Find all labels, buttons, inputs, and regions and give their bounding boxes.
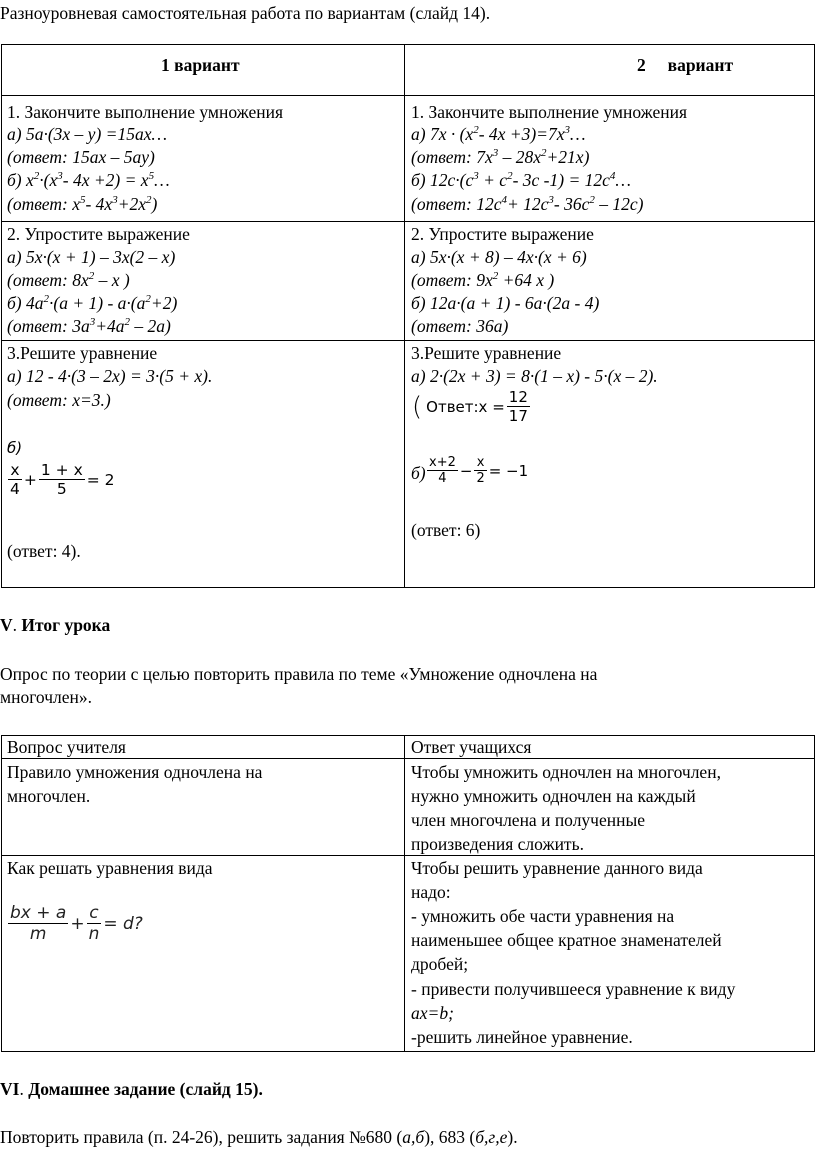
v1-task3-title: 3.Решите уравнение xyxy=(7,343,158,363)
v1-task2-title: 2. Упростите выражение xyxy=(7,224,190,244)
row1-question-line2: многочлен. xyxy=(7,786,91,806)
v2-task1b-answer: (ответ: $12c^4+ 12c^3-$ $36c^2 - 12c$) xyxy=(411,194,644,214)
v1-task1a: а) 5a·(3x – y) =15ax… xyxy=(7,124,168,144)
row2-question-formula: $\frac{bx + a}{m}$ + $\frac{c}{n}$ = d? xyxy=(10,903,143,944)
row2-answer-line8: -решить линейное уравнение. xyxy=(411,1027,633,1047)
intro-line: Разноуровневая самостоятельная работа по вариантам (слайд 14). xyxy=(0,3,491,23)
v2-task1a: а) $7x \cdot (x^2-$ $4x +3)=7x^3\dots$ xyxy=(411,124,586,144)
row1-answer-line3: член многочлена и полученные xyxy=(411,810,646,830)
v1-task1b-answer: (ответ: $x^5-$ $4x^3+2x^2$) xyxy=(7,194,158,214)
row1-answer-line4: произведения сложить. xyxy=(411,834,584,854)
survey-line-1: Опрос по теории с целью повторить правила по теме «Умножение одночлена на xyxy=(0,664,598,684)
header-student-answer: Ответ учащихся xyxy=(411,737,532,757)
v2-task3b-label: б) xyxy=(411,463,426,483)
row2-question-line1: Как решать уравнения вида xyxy=(7,858,213,878)
row2-answer-line2: надо: xyxy=(411,882,451,902)
v1-task2b: б) $4a^2\cdot(a + 1) - a\cdot(a^2+2)$ xyxy=(7,293,178,313)
v2-task2b: б) 12a·(a + 1) - 6a·(2a - 4) xyxy=(411,293,600,313)
row1-answer-line2: нужно умножить одночлен на каждый xyxy=(411,786,696,806)
row2-answer-line3: - умножить обе части уравнения на xyxy=(411,906,675,926)
v2-task1a-answer: (ответ: $7x^3 - 28x^2+21x$) xyxy=(411,147,590,167)
v1-task3a-answer: (ответ: x=3.) xyxy=(7,390,111,410)
v2-task3b-equation: $\frac{x+2}{4}$ − $\frac{x}{2}$ = −1 xyxy=(429,455,529,486)
header-variant-1: 1 вариант xyxy=(161,55,240,75)
row1-answer-line1: Чтобы умножить одночлен на многочлен, xyxy=(411,762,721,782)
v1-task1b: б) $x^2\cdot(x^3-$ $4x +2) = x^5\dots$ xyxy=(7,170,170,190)
section-v-heading: V. Итог урока xyxy=(0,615,111,635)
v2-task3b-answer: (ответ: 6) xyxy=(411,520,481,540)
v1-task2a-answer: (ответ: $8x^2$ – x ) xyxy=(7,270,130,290)
v1-task1-title: 1. Закончите выполнение умножения xyxy=(7,102,284,122)
v2-task2-title: 2. Упростите выражение xyxy=(411,224,594,244)
v1-task3b-answer: (ответ: 4). xyxy=(7,541,81,561)
v1-task3b-equation: $\frac{x}{4}$ + $\frac{1 + x}{5}$ = 2 xyxy=(10,461,115,498)
row1-question-line1: Правило умножения одночлена на xyxy=(7,762,263,782)
v2-task2a: а) 5x·(x + 8) – 4x·(x + 6) xyxy=(411,247,587,267)
v1-task1a-answer: (ответ: 15ax – 5ay) xyxy=(7,147,155,167)
v2-task2a-answer: (ответ: $9x^2 +64$ x ) xyxy=(411,270,555,290)
v2-task2b-answer: (ответ: 36a) xyxy=(411,316,509,336)
v2-task3-title: 3.Решите уравнение xyxy=(411,343,562,363)
row2-answer-line4: наименьшее общее кратное знаменателей xyxy=(411,930,722,950)
survey-line-2: многочлен». xyxy=(0,687,93,707)
v2-task1-title: 1. Закончите выполнение умножения xyxy=(411,102,688,122)
v2-task3a: а) 2·(2x + 3) = 8·(1 – x) - 5·(x – 2). xyxy=(411,366,658,386)
v2-task1b: б) $12c\cdot(c^3 + c^2-$ 3c $-1) = 12c^4\dots$ xyxy=(411,170,631,190)
row2-answer-line7: ax=b; xyxy=(411,1003,454,1023)
row2-answer-line5: дробей; xyxy=(411,954,469,974)
v1-task2b-answer: (ответ: $3a^3+4a^2 - 2a$) xyxy=(7,316,171,336)
section-vi-heading: VI. Домашнее задание (слайд 15). xyxy=(0,1079,263,1099)
header-teacher-question: Вопрос учителя xyxy=(7,737,126,757)
v1-task3a: а) 12 - 4·(3 – 2x) = 3·(5 + x). xyxy=(7,366,213,386)
v1-task2a: а) 5x·(x + 1) – 3x(2 – x) xyxy=(7,247,176,267)
homework-line: Повторить правила (п. 24-26), решить задания №680 (а,б), 683 (б,г,е). xyxy=(0,1127,518,1147)
v1-task3b-label: б) xyxy=(7,439,23,457)
row2-answer-line1: Чтобы решить уравнение данного вида xyxy=(411,858,703,878)
header-variant-2: 2 вариант xyxy=(637,55,734,75)
v2-task3a-answer: ( Ответ:x = $\frac{12}{17}$ xyxy=(412,388,528,425)
row2-answer-line6: - привести получившееся уравнение к виду xyxy=(411,979,736,999)
